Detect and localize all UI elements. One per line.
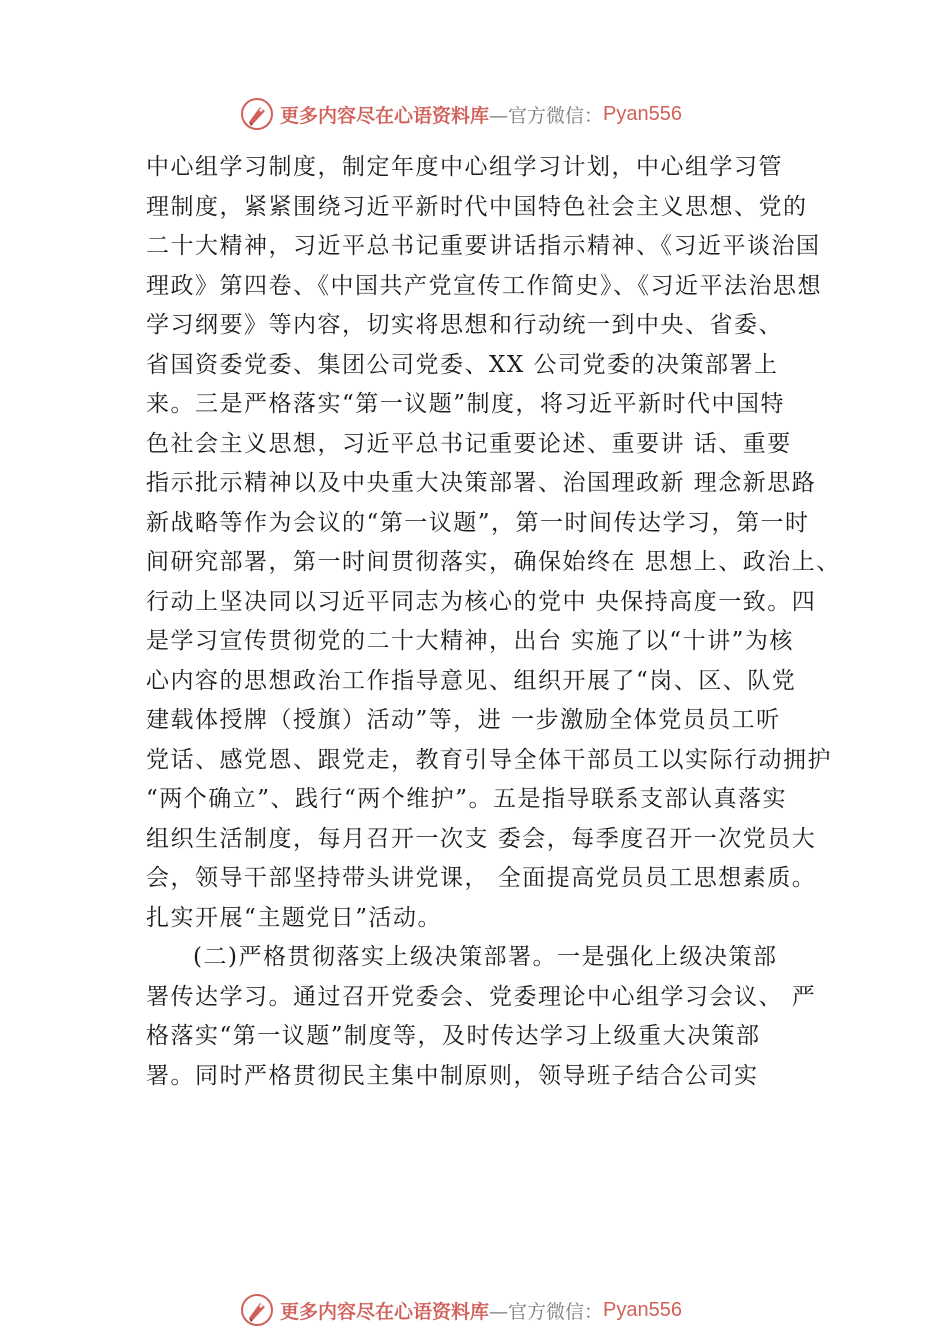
watermark-sub-text: —官方微信： (489, 1300, 604, 1323)
body-line: 省国资委党委、集团公司党委、XX 公司党委的决策部署上 (146, 351, 779, 378)
body-line: 行动上坚决同以习近平同志为核心的党中 央保持高度一致。四 (146, 588, 817, 615)
body-line: 新战略等作为会议的“第一议题”，第一时间传达学习，第一时 (146, 509, 810, 536)
pen-nib-logo-icon (240, 97, 274, 131)
watermark-main-text: 更多内容尽在心语资料库 (280, 1300, 490, 1323)
watermark-main-text: 更多内容尽在心语资料库 (280, 104, 490, 127)
body-line: 色社会主义思想，习近平总书记重要论述、重要讲 话、重要 (146, 430, 792, 457)
body-line: 扎实开展“主题党日”活动。 (146, 904, 443, 931)
watermark-wechat-id: Pyan556 (603, 102, 682, 125)
body-line: “两个确立”、践行“两个维护”。五是指导联系支部认真落实 (146, 786, 788, 812)
body-line: 理政》第四卷、《中国共产党宣传工作简史》、《习近平法治思想 (146, 272, 822, 299)
body-line: 会，领导干部坚持带头讲党课， 全面提高党员员工思想素质。 (146, 865, 817, 891)
body-line: 学习纲要》等内容，切实将思想和行动统一到中央、省委、 (146, 312, 783, 338)
body-line: 署。同时严格贯彻民主集中制原则，领导班子结合公司实 (146, 1062, 759, 1089)
body-line: 格落实“第一议题”制度等，及时传达学习上级重大决策部 (146, 1023, 761, 1049)
body-line: 理制度，紧紧围绕习近平新时代中国特色社会主义思想、党的 (146, 193, 808, 220)
watermark-sub-text: —官方微信： (489, 104, 604, 127)
footer-watermark (240, 1290, 682, 1330)
body-line: 心内容的思想政治工作指导意见、组织开展了“岗、区、队党 (146, 667, 797, 694)
body-line: 间研究部署，第一时间贯彻落实，确保始终在 思想上、政治上、 (146, 549, 841, 575)
body-line: 二十大精神，习近平总书记重要讲话指示精神、《习近平谈治国 (146, 233, 821, 259)
body-line: 党话、感党恩、跟党走，教育引导全体干部员工以实际行动拥护 (146, 746, 832, 773)
body-line: 来。三是严格落实“第一议题”制度，将习近平新时代中国特 (146, 391, 786, 417)
body-line: 是学习宣传贯彻党的二十大精神，出台 实施了以“十讲”为核 (146, 628, 794, 654)
pen-nib-logo-icon (240, 1293, 274, 1327)
header-watermark (240, 94, 682, 134)
watermark-wechat-id: Pyan556 (603, 1298, 682, 1321)
body-line: 中心组学习制度，制定年度中心组学习计划，中心组学习管 (146, 154, 783, 180)
body-line: 指示批示精神以及中央重大决策部署、治国理政新 理念新思路 (146, 470, 817, 496)
body-line: 署传达学习。通过召开党委会、党委理论中心组学习会议、 严 (146, 983, 817, 1010)
body-line: 组织生活制度，每月召开一次支 委会，每季度召开一次党员大 (146, 825, 817, 852)
section-heading-line: (二)严格贯彻落实上级决策部署。一是强化上级决策部 (193, 944, 778, 970)
document-body (146, 148, 846, 1096)
body-line: 建载体授牌（授旗）活动”等，进 一步激励全体党员员工听 (146, 707, 781, 733)
